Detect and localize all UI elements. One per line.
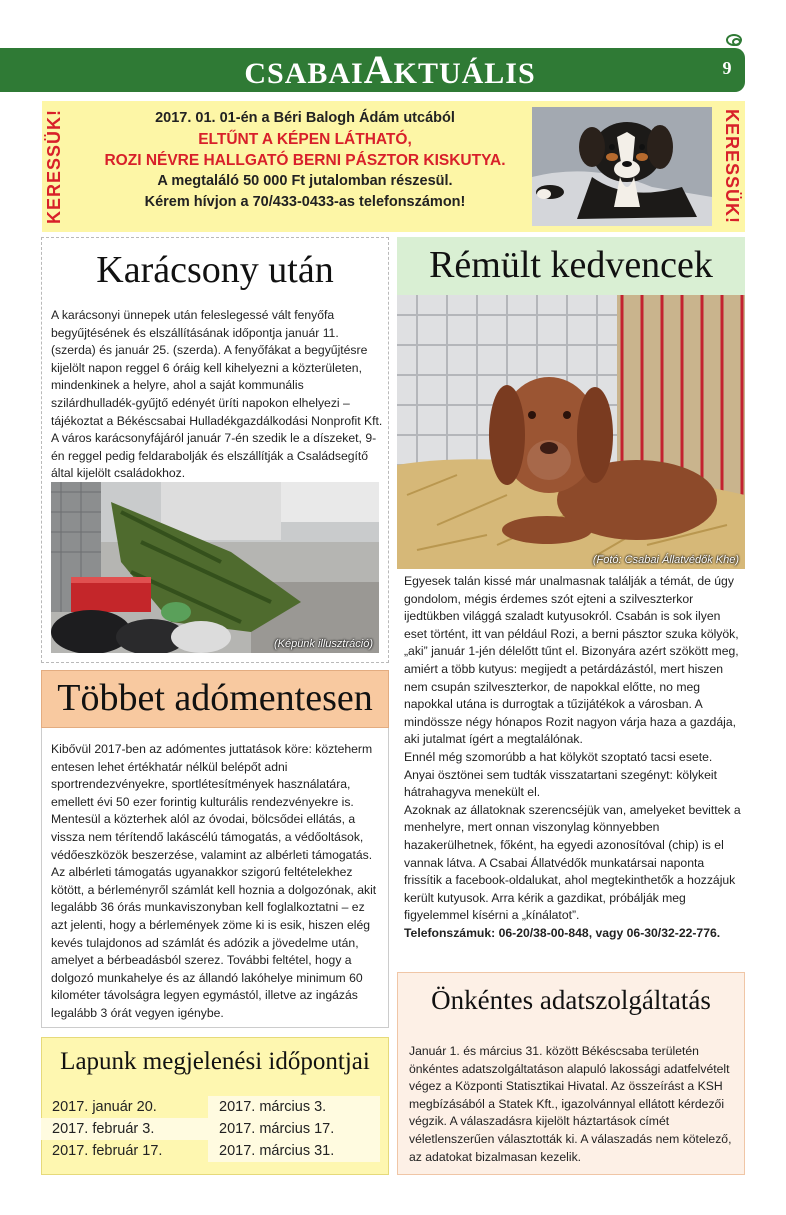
date-item: 2017. március 31. [208, 1140, 380, 1162]
publication-dates-title: Lapunk megjelenési időpontjai [60, 1048, 370, 1075]
pets-paragraph-3: Azoknak az állatoknak szerencséjük van, amelyeket bevittek a menhelyre, mert onnan viszonylag könnyebben hazakerülhetnek, főként, ha egyedi azonosítóval (chip) is el vannak látva. A Csabai Állatvédők munkatársai naponta frissítik a facebook-oldalukat, ahol megtekinthetők a hozzájuk került kutyusok. Arra kérik a gazdikat, próbálják meg figyelemmel kísérni a „kínálatot”. [404, 802, 741, 923]
tax-article-title: Többet adómentesen [57, 677, 373, 719]
wanted-line-1: 2017. 01. 01-én a Béri Balogh Ádám utcából [155, 110, 455, 126]
christmas-article-text: A karácsonyi ünnepek után feleslegessé vált fenyőfa begyűjtésének és elszállításának időpontja január 11. (szerda) és január 25. (szerda). A fenyőfákat a begyűjtésre kijelölt napon reggel 6 óráig kell kihelyezni a közterületen, mindenkinek a helyre, ahol a saját kommunális szilárdhulladék-gyűjtő edényét üríti napokon elhelyezi – tájékoztat a Békéscsabai Hulladékgazdálkodási Nonprofit Kft. A város karácsonyfájáról január 7-én szedik le a díszeket, 9-én reggel pedig feldarabolják és elszállítják a Családsegítő által kijelölt családokhoz. [51, 308, 383, 481]
christmas-article-title: Karácsony után [96, 249, 334, 291]
pets-paragraph-1: Egyesek talán kissé már unalmasnak találják a témát, de úgy gondolom, mégis érdemes szót ejteni a szilveszterkor ijedtükben világgá szaladt kutyusokról. Csabán is sok ilyen eset történt, itt van például Rozi, a berni pásztor szuka kölyök, „aki” január 1-jén délelőtt tűnt el. Bizonyára azért szökött meg, amiért a több kutyus: megijedt a petárdázástól, mert hiszen nem csupán szilveszterkor, de napokkal előtte, no meg napokkal utána is durrogtak a tűzijátékok a városban. A mindössze négy hónapos Rozit nagyon várja haza a gazdája, aki jutalmat ígért a megtalálónak. [404, 574, 739, 747]
wanted-line-4: A megtaláló 50 000 Ft jutalomban részesül. [157, 173, 453, 189]
masthead [130, 47, 650, 94]
discarded-tree-photo [51, 482, 379, 653]
bernese-puppy-photo [532, 107, 712, 226]
tax-article-text: Kibővül 2017-ben az adómentes juttatások köre: közteherm​entesen lehet értékhatár nélkül belépőt adni sportrendezvényekre, sportlétesítmények használatára, emellett évi 50 ezer forintig kulturális rendezvényekre is. Mentesül a közterhek alól az óvodai, bölcsődei ellátás, a vissza nem térítendő lakáscélú támogatás, a védőoltások, védőeszközök beszerzése, valamint az albérleti támogatás. Az albérleti támogatás ugyanakkor szigorú feltételekhez kötött, a bérleményről számlát kell hoznia a dolgozónak, akit legalább 36 órás munkaviszonyban kell foglalkoztatni – ez azt jelenti, hogy a bérlemények zöme ki is esik, hiszen elég kevés tulajdonos ad számlát és adózik a jövedelme után, amelyet a bérbeadásból szerez. További feltétel, hogy a dolgozó munkahelye és az állandó lakóhelye minimum 60 kilométer távolságra legyen egymástól, illetve az ingázás legalább 3 órát vegyen igénybe. [51, 742, 377, 1020]
masthead-cap: A [363, 47, 394, 92]
page-number: 9 [722, 58, 732, 78]
dates-left-column [41, 1096, 210, 1162]
pets-photo-caption: (Fotó: Csabai Állatvédők Khe) [592, 554, 739, 566]
date-item: 2017. február 3. [41, 1118, 210, 1140]
pets-article-text [404, 573, 742, 942]
pets-paragraph-2: Ennél még szomorúbb a hat kölyköt szoptató tacsi esete. Anyai ösztönei sem tudták visszatartani szegényt: kölykeit hátrahagyva menekült el. [404, 749, 717, 800]
swirl-ornament-icon [726, 34, 742, 46]
wanted-text [80, 108, 530, 213]
survey-article-text: Január 1. és március 31. között Békéscsaba területén önkéntes adatszolgáltatáson alapuló lakossági adatfelvételt végez a Központi Statisztikai Hivatal. Az összeírást a KSH megbízásából a Statek Kft., igazolvánnyal ellátott kérdezői végzik. A válaszadásra kijelölt háztartások címét véletlenszerűen választották ki. A válaszadás nem kötelező, az adatokat bizalmasan kezelik. [409, 1044, 732, 1164]
wanted-line-3: ROZI NÉVRE HALLGATÓ BERNI PÁSZTOR KISKUTYA. [104, 152, 506, 169]
pets-article-title: Rémült kedvencek [429, 244, 713, 286]
dachshund-photo [397, 295, 745, 569]
date-item: 2017. február 17. [52, 1143, 163, 1159]
wanted-side-label-right: KERESSÜK! [722, 108, 742, 224]
wanted-side-label-left: KERESSÜK! [44, 109, 64, 225]
date-item: 2017. március 17. [208, 1118, 380, 1140]
wanted-line-2: ELTŰNT A KÉPEN LÁTHATÓ, [198, 131, 412, 148]
date-item: 2017. március 3. [208, 1096, 380, 1118]
date-item: 2017. január 20. [52, 1099, 157, 1115]
dates-right-column [208, 1096, 380, 1162]
survey-article-title: Önkéntes adatszolgáltatás [431, 985, 711, 1015]
pets-phone: Telefonszámuk: 06-20/38-00-848, vagy 06-30/32-22-776. [404, 925, 721, 940]
christmas-photo-caption: (Képünk illusztráció) [273, 638, 373, 650]
wanted-line-5: Kérem hívjon a 70/433-0433-as telefonszámon! [144, 194, 466, 210]
masthead-rest: KTUÁLIS [393, 57, 536, 90]
masthead-small: CSABAI [244, 57, 364, 90]
